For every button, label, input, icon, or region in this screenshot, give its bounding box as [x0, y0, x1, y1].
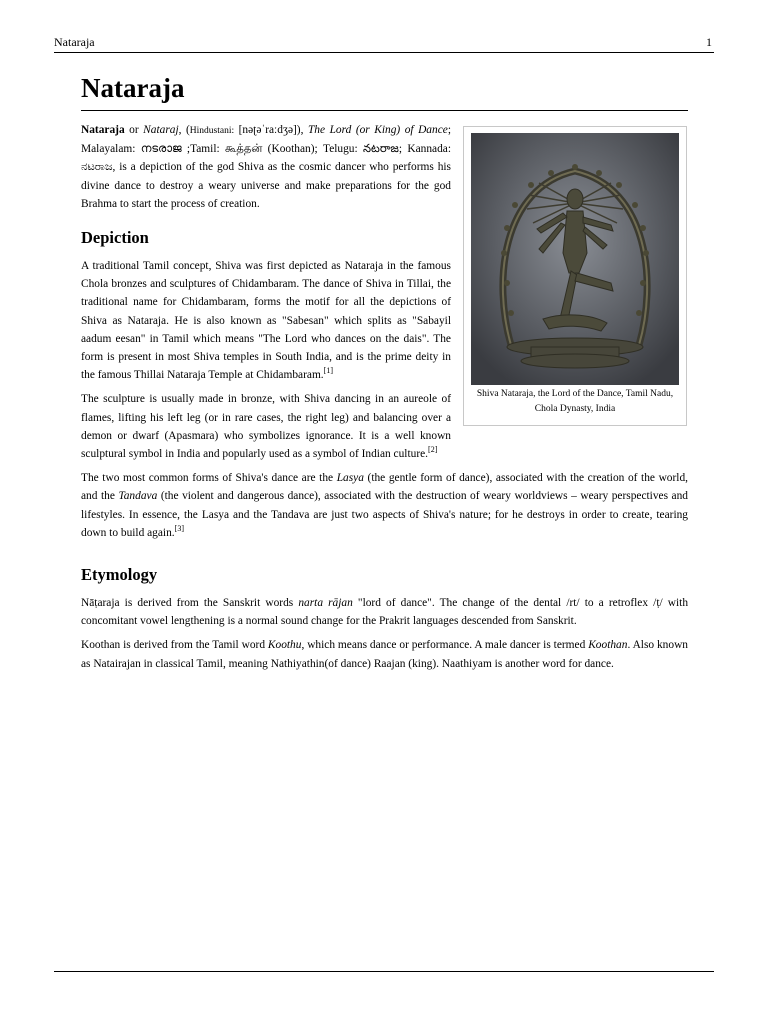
term-lasya: Lasya [336, 472, 364, 485]
term-koothan: Koothan [588, 639, 628, 652]
term-nataraja: Nataraja [81, 124, 125, 136]
nataraja-statue-image[interactable] [471, 133, 679, 385]
reference-2-link[interactable]: [2] [428, 445, 438, 455]
term-narta-rajan: narta rājan [298, 597, 353, 610]
depiction-paragraph-3 [81, 469, 688, 542]
page-title: Nataraja [81, 70, 688, 111]
figure-box [463, 126, 687, 426]
etymology-heading: Etymology [81, 565, 158, 585]
depiction-p3-text-b: (the gentle form of dance), associated with the creation of the world, and the [81, 472, 688, 503]
etymology-p2-text-c: . Also known as Natairajan in classical Tamil, meaning Nathiyathin(of dance) Raajan (king). Naathiyam is another word for dance. [81, 639, 688, 670]
alt-title: The Lord (or King) of Dance [307, 124, 448, 136]
term-nataraj: Nataraj [143, 124, 179, 136]
term-koothu: Koothu [267, 639, 302, 652]
figure-caption: Shiva Nataraja, the Lord of the Dance, Tamil Nadu, Chola Dynasty, India [476, 389, 674, 414]
depiction-p1-text: A traditional Tamil concept, Shiva was first depicted as Nataraja in the famous Chola bronzes and sculptures of Chidambaram. The dance of Shiva in Tillai, the traditional name for Chidambaram, forms the motif for all the depictions of Shiva as Nataraja. He is also known as "Sabesan" which splits as "Sabayil aadum eesan" in Tamil which means "The Lord who dances on the dais". The form is present in most Shiva temples in South India, and is the prime deity in the famous Thillai Nataraja Temple at Chidambaram. [81, 260, 451, 382]
page-number: 1 [706, 35, 712, 49]
article-body [81, 70, 688, 679]
depiction-p3-text-c: (the violent and dangerous dance), associated with the destruction of weary worldviews – weary perspectives and lifestyles. In essence, the Lasya and the Tandava are just two aspects of Shiva's nature; for he destroys in order to create, tearing down to build again. [81, 490, 689, 539]
reference-3-link[interactable]: [3] [174, 524, 184, 534]
intro-text-1: or [124, 124, 144, 136]
term-tandava: Tandava [118, 490, 158, 503]
etymology-p2-text-a: Koothan is derived from the Tamil word [81, 639, 268, 652]
etymology-paragraph-1 [81, 594, 688, 630]
depiction-p2-text: The sculpture is usually made in bronze, with Shiva dancing in an aureole of flames, lifting his left leg (or in rare cases, the right leg) and balancing over a demon or dwarf (Apasmara) who symbolizes ignorance. It is a well known sculptural symbol in India and popularly used as a symbol of Indian culture. [81, 393, 451, 461]
footer-rule [54, 971, 714, 972]
hindustani-label: Hindustani: [189, 126, 235, 136]
header-title: Nataraja [54, 35, 95, 49]
etymology-p1-text-a: Nāṭaraja is derived from the Sanskrit words [81, 597, 299, 610]
intro-text-2: , ( [178, 124, 190, 136]
etymology-p2-text-b: , which means dance or performance. A male dancer is termed [301, 639, 589, 652]
depiction-p3-text-a: The two most common forms of Shiva's dance are the [81, 472, 337, 485]
intro-text-3: [nəʈəˈraːdʒə]), [234, 124, 308, 136]
depiction-heading: Depiction [81, 228, 149, 248]
reference-1-link[interactable]: [1] [323, 366, 333, 376]
etymology-paragraph-2 [81, 636, 688, 672]
intro-text-4: ; Malayalam: നടരാജ ;Tamil: கூத்தன் (Koothan); Telugu: నటరాజ; Kannada: ನಟರಾಜ, is a depiction of the god Shiva as the cosmic dancer who performs his divine dance to destroy a weary universe and make preparations for the god Brahma to start the process of creation. [81, 124, 451, 210]
running-header [54, 34, 714, 53]
etymology-p1-text-b: "lord of dance". The change of the dental /rt/ to a retroflex /ṭ/ with concomitant vowel lengthening is a normal sound change for the Prakrit languages descended from Sanskrit. [81, 597, 689, 628]
